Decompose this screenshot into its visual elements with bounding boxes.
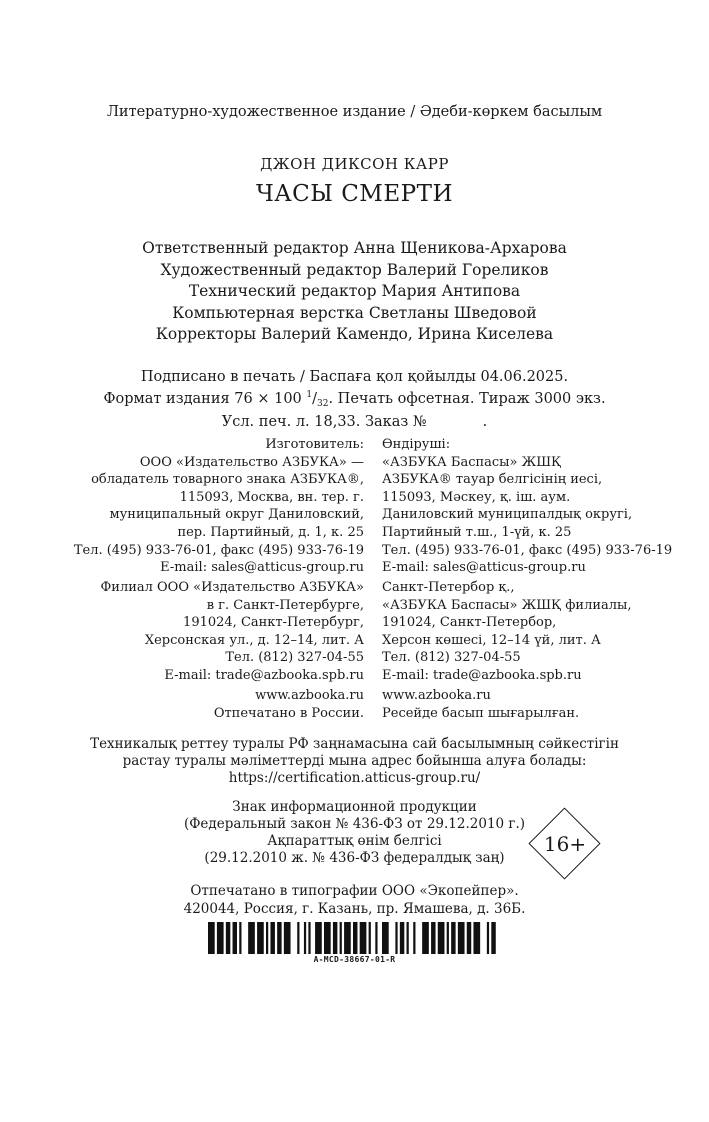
barcode-bar — [395, 922, 397, 954]
barcode-bar — [407, 922, 409, 954]
manufacturer-line: Өндіруші: — [382, 437, 451, 452]
credit-line: Компьютерная верстка Светланы Шведовой — [172, 303, 537, 322]
branch-line: E-mail: trade@azbooka.spb.ru — [382, 667, 582, 683]
format-prefix: Формат издания 76 × 100 — [103, 391, 307, 407]
barcode-bar — [340, 922, 342, 954]
barcode-bar — [217, 922, 224, 954]
branch-line: 191024, Санкт-Петербург, — [183, 615, 364, 631]
branch-line: Тел. (812) 327-04-55 — [382, 650, 521, 666]
info-sign-line: (Федеральный закон № 436-ФЗ от 29.12.2010 г.) — [183, 816, 526, 832]
barcode-bar — [422, 922, 429, 954]
manufacturer-kazakh — [382, 436, 672, 577]
book-title: ЧАСЫ СМЕРТИ — [255, 181, 454, 207]
manufacturer-line: пер. Партийный, д. 1, к. 25 — [177, 524, 364, 540]
sheets-order-end: . — [482, 414, 488, 430]
barcode-bar — [438, 922, 445, 954]
printed-in-note: Ресейде басып шығарылған. — [382, 705, 580, 721]
web-russian — [214, 687, 364, 722]
barcode-bar — [487, 922, 489, 954]
manufacturer-line: обладатель товарного знака АЗБУКА®, — [91, 472, 364, 488]
manufacturer-line: Тел. (495) 933-76-01, факс (495) 933-76-19 — [382, 542, 673, 558]
credit-line: Корректоры Валерий Камендо, Ирина Киселева — [155, 325, 554, 343]
certification-url[interactable]: https://certification.atticus-group.ru/ — [228, 770, 481, 786]
barcode-bar — [226, 922, 230, 954]
barcode-bar — [360, 922, 367, 954]
manufacturer-line: ООО «Издательство АЗБУКА» — — [139, 454, 364, 470]
barcode-bar — [467, 922, 471, 954]
website-link[interactable]: www.azbooka.ru — [382, 688, 491, 703]
barcode-bar — [248, 922, 255, 954]
manufacturer-line: Даниловский муниципалдық округі, — [382, 507, 633, 523]
branch-line: «АЗБУКА Баспасы» ЖШҚ филиалы, — [382, 597, 632, 613]
branch-line: Филиал ООО «Издательство АЗБУКА» — [100, 580, 364, 595]
manufacturer-line: муниципальный округ Даниловский, — [109, 507, 364, 523]
barcode-bar — [266, 922, 268, 954]
format-fraction-slash: / — [312, 391, 317, 407]
barcode-bar — [447, 922, 449, 954]
barcode-bar — [369, 922, 371, 954]
sheets-order-text: Усл. печ. л. 18,33. Заказ № — [221, 414, 427, 430]
printer-info — [0, 882, 709, 918]
certification-note — [0, 736, 709, 787]
branch-line: Херсонская ул., д. 12–14, лит. А — [144, 632, 364, 648]
barcode-bar — [333, 922, 337, 954]
manufacturer-line: E-mail: sales@atticus-group.ru — [382, 560, 586, 576]
barcode-label: A-MCD-38667-01-R — [313, 955, 396, 964]
manufacturer-line: «АЗБУКА Баспасы» ЖШҚ — [382, 454, 562, 470]
printer-line: Отпечатано в типографии ООО «Экопейпер». — [190, 883, 519, 899]
branch-line: Тел. (812) 327-04-55 — [225, 650, 364, 666]
format-suffix: . Печать офсетная. Тираж 3000 экз. — [328, 391, 606, 407]
barcode-bar — [257, 922, 264, 954]
barcode-bar — [239, 922, 241, 954]
info-sign-line: Знак информационной продукции — [232, 799, 477, 815]
signed-date: Подписано в печать / Баспаға қол қойылды 04.06.2025. — [140, 369, 569, 385]
age-rating-text: 16+ — [543, 832, 587, 856]
credit-line: Технический редактор Мария Антипова — [188, 282, 521, 300]
printing-details — [0, 368, 709, 431]
barcode-bar — [400, 922, 404, 954]
barcode-bar — [297, 922, 299, 954]
barcode-bar — [491, 922, 495, 954]
web-kazakh — [382, 687, 579, 722]
manufacturer-line: 115093, Москва, вн. тер. г. — [179, 489, 364, 505]
format-fraction-denominator: 32 — [317, 399, 329, 409]
barcode-bar — [304, 922, 306, 954]
printer-line: 420044, Россия, г. Казань, пр. Ямашева, д. 36Б. — [183, 901, 526, 917]
barcode-bar — [208, 922, 215, 954]
branch-line: Санкт-Петербор қ., — [382, 580, 515, 595]
branch-line: в г. Санкт-Петербурге, — [206, 597, 364, 613]
website-link[interactable]: www.azbooka.ru — [255, 688, 364, 703]
certification-line: растау туралы мәліметтерді мына адрес бойынша алуға болады: — [122, 753, 587, 769]
age-rating-badge — [527, 806, 603, 882]
branch-russian — [101, 579, 365, 685]
barcode-bar — [233, 922, 237, 954]
barcode-bar — [431, 922, 435, 954]
barcode-bar — [375, 922, 377, 954]
manufacturer-line: E-mail: sales@atticus-group.ru — [160, 560, 364, 576]
barcode-bar — [353, 922, 357, 954]
manufacturer-russian — [74, 436, 364, 577]
series-line: Литературно-художественное издание / Әдеби-көркем басылым — [106, 104, 603, 120]
branch-kazakh — [382, 579, 631, 685]
barcode-bar — [458, 922, 465, 954]
barcode-bar — [473, 922, 480, 954]
manufacturer-line: Изготовитель: — [265, 437, 364, 452]
barcode-bar — [270, 922, 274, 954]
editorial-credits — [0, 238, 709, 346]
barcode — [208, 922, 498, 954]
manufacturer-line: Тел. (495) 933-76-01, факс (495) 933-76-19 — [73, 542, 364, 558]
barcode-bar — [324, 922, 331, 954]
credit-line: Художественный редактор Валерий Гореликов — [160, 260, 549, 279]
manufacturer-line: Партийный т.ш., 1-үй, к. 25 — [382, 524, 572, 540]
barcode-bar — [277, 922, 281, 954]
barcode-bar — [413, 922, 415, 954]
barcode-bar — [315, 922, 322, 954]
barcode-bar — [382, 922, 389, 954]
manufacturer-line: АЗБУКА® тауар белгісінің иесі, — [382, 472, 603, 488]
barcode-bar — [344, 922, 351, 954]
barcode-bar — [284, 922, 291, 954]
certification-line: Техникалық реттеу туралы РФ заңнамасына сай басылымның сәйкестігін — [90, 736, 619, 752]
branch-line: 191024, Санкт-Петербор, — [382, 615, 557, 631]
barcode-bar — [451, 922, 455, 954]
barcode-bar — [308, 922, 310, 954]
info-sign-line: Ақпараттық өнім белгісі — [267, 833, 442, 849]
format-fraction-numerator: 1 — [306, 390, 313, 400]
format-line — [0, 386, 709, 413]
branch-line: E-mail: trade@azbooka.spb.ru — [164, 667, 364, 683]
info-sign-line: (29.12.2010 ж. № 436-ФЗ федералдық заң) — [204, 850, 505, 866]
credit-line: Ответственный редактор Анна Щеникова-Архарова — [142, 239, 567, 257]
manufacturer-line: 115093, Мәскеу, қ. іш. аум. — [382, 489, 571, 505]
author-name: ДЖОН ДИКСОН КАРР — [260, 155, 449, 173]
printed-in-note: Отпечатано в России. — [213, 705, 364, 721]
sheets-order-line — [0, 413, 709, 431]
branch-line: Херсон көшесі, 12–14 үй, лит. А — [382, 632, 601, 648]
